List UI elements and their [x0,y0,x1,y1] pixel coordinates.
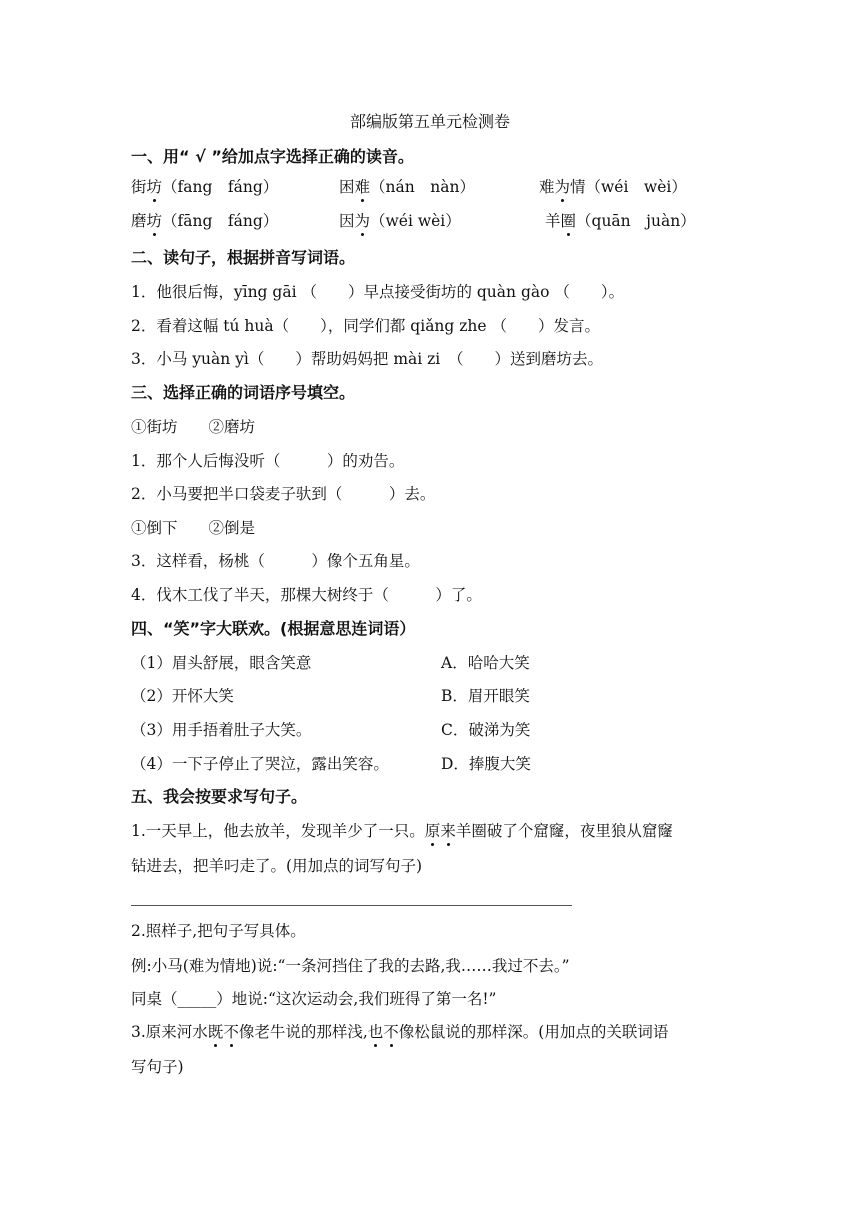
example-line: 例:小马(难为情地)说:“一条河挡住了我的去路,我……我过不去。” [131,957,570,975]
pinyin-choice-item[interactable] [339,210,461,232]
item-prefix: 街 [131,178,147,196]
dotted-char: 坊 [146,178,163,196]
item-prefix: 磨 [131,212,147,230]
item-prefix: 难 [539,178,555,196]
word-options: ①街坊 ②磨坊 [131,418,256,436]
section3-heading: 三、选择正确的词语序号填空。 [131,383,356,402]
question-line [131,820,673,842]
match-left-item[interactable]: （1）眉头舒展，眼含笑意 [131,654,312,672]
question-line[interactable]: 1．那个人后悔没听（ ）的劝告。 [131,452,405,470]
text-segment: 1.一天早上，他去放羊，发现羊少了一只。 [131,822,425,840]
question-line[interactable]: 同桌（_____）地说:“这次运动会,我们班得了第一名!” [131,990,497,1008]
question-line[interactable]: 1．他很后悔，yīng gāi （ ）早点接受街坊的 quàn gào （ ）。 [131,283,625,301]
question-line [131,1021,668,1043]
match-right-item[interactable]: C．破涕为笑 [441,721,531,739]
question-line: 2.照样子,把句子写具体。 [131,922,306,940]
item-options: （wéi wèi） [370,212,461,230]
text-segment: 像老牛说的那样浅, [238,1023,368,1041]
dotted-char: 不 [223,1023,239,1041]
dotted-char: 原 [424,822,441,840]
match-right-item[interactable]: D．捧腹大笑 [441,755,531,773]
text-segment: 像松鼠说的那样深。(用加点的关联词语 [398,1023,669,1041]
match-left-item[interactable]: （3）用手捂着肚子大笑。 [131,721,312,739]
word-options: ①倒下 ②倒是 [131,519,256,537]
item-options: 情（wéi wèi） [570,178,687,196]
question-line[interactable]: 4．伐木工伐了半天，那棵大树终于（ ）了。 [131,586,482,604]
match-right-item[interactable]: A．哈哈大笑 [441,654,530,672]
item-options: （fāng fáng） [162,212,279,230]
question-line: 写句子) [131,1058,184,1076]
page-title: 部编版第五单元检测卷 [349,112,510,131]
dotted-char: 为 [354,212,371,230]
section5-heading: 五、我会按要求写句子。 [131,787,308,806]
match-right-item[interactable]: B．眉开眼笑 [441,687,530,705]
text-segment: 羊圈破了个窟窿，夜里狼从窟窿 [455,822,673,840]
match-left-item[interactable]: （4）一下子停止了哭泣，露出笑容。 [131,755,389,773]
text-segment: 3.原来河水 [131,1023,208,1041]
item-options: （fang fáng） [162,178,279,196]
pinyin-choice-item[interactable] [545,210,696,232]
item-prefix: 羊 [545,212,561,230]
section1-heading: 一、用“ √ ”给加点字选择正确的读音。 [131,147,414,166]
dotted-char: 既 [207,1023,224,1041]
question-line: 钻进去，把羊叼走了。(用加点的词写句子) [131,857,423,875]
dotted-char: 不 [383,1023,399,1041]
match-left-item[interactable]: （2）开怀大笑 [131,687,234,705]
dotted-char: 难 [354,178,371,196]
question-line[interactable]: 3．小马 yuàn yì（ ）帮助妈妈把 mài zi （ ）送到磨坊去。 [131,350,604,368]
item-prefix: 因 [339,212,355,230]
pinyin-choice-item[interactable] [131,210,278,232]
pinyin-choice-item[interactable] [131,176,278,198]
item-options: （nán nàn） [370,178,475,196]
answer-line[interactable] [131,905,572,906]
question-line[interactable]: 3．这样看，杨桃（ ）像个五角星。 [131,552,420,570]
question-line[interactable]: 2．看着这幅 tú huà（ ），同学们都 qiǎng zhe （ ）发言。 [131,317,601,335]
dotted-char: 坊 [146,212,163,230]
item-options: （quān juàn） [576,212,696,230]
pinyin-choice-item[interactable] [539,176,687,198]
section2-heading: 二、读句子，根据拼音写词语。 [131,248,356,267]
section4-heading: 四、“笑”字大联欢。(根据意思连词语） [131,619,416,638]
dotted-char: 来 [440,822,456,840]
dotted-char: 为 [554,178,571,196]
dotted-char: 圈 [560,212,577,230]
item-prefix: 困 [339,178,355,196]
question-line[interactable]: 2．小马要把半口袋麦子驮到（ ）去。 [131,485,436,503]
pinyin-choice-item[interactable] [339,176,475,198]
dotted-char: 也 [367,1023,384,1041]
